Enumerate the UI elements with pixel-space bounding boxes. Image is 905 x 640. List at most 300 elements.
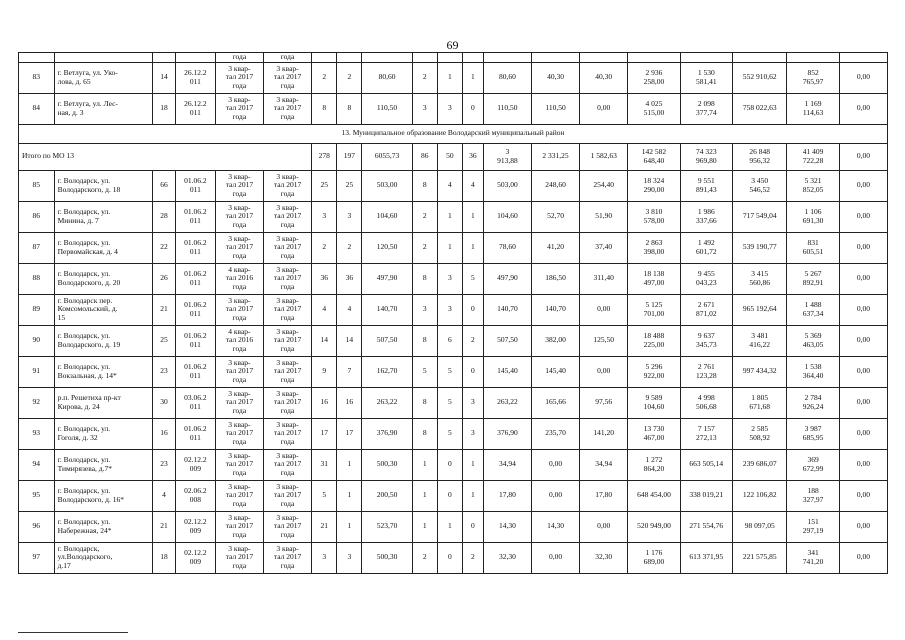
cell-c1: 14 [312, 325, 337, 356]
table-row [19, 418, 888, 449]
cell-q2: 3 квар- тал 2017 года [263, 511, 311, 542]
cell-r3: 5 [462, 263, 483, 294]
table-row [19, 294, 888, 325]
cell-s2: 9 637 345,73 [680, 325, 732, 356]
cell-addr: г. Володарск, ул. Тимирязева, д.7* [54, 449, 152, 480]
cell-r2: 4 [437, 170, 462, 201]
total-cell-s2: 74 323 969,80 [680, 143, 732, 170]
cell-a1: 14,30 [483, 511, 531, 542]
cell-q1: 3 квар- тал 2017 года [215, 418, 263, 449]
cell-a3: 51,90 [580, 201, 628, 232]
cell-c2: 1 [337, 449, 362, 480]
cell-s1: 3 810 578,00 [628, 201, 680, 232]
cell-a2: 248,60 [531, 170, 579, 201]
cell-year: 28 [153, 201, 176, 232]
cell-a2: 140,70 [531, 294, 579, 325]
cell-c1: 31 [312, 449, 337, 480]
cell-r3: 0 [462, 356, 483, 387]
cell-a3: 141,20 [580, 418, 628, 449]
cell-c1: 2 [312, 232, 337, 263]
cell-s2: 2 761 123,28 [680, 356, 732, 387]
cell-a1: 80,60 [483, 62, 531, 93]
header-fragment-cell: года [215, 53, 263, 63]
table-row [19, 449, 888, 480]
total-label: Итого по МО 13 [19, 143, 312, 170]
cell-r3: 2 [462, 542, 483, 573]
cell-r1: 5 [412, 356, 437, 387]
section-title: 13. Муниципальное образование Володарский муниципальный район [19, 124, 888, 143]
cell-q2: 3 квар- тал 2017 года [263, 325, 311, 356]
cell-addr: г. Ветлуга, ул. Лес- ная, д. 3 [54, 93, 152, 124]
cell-date: 02.12.2 009 [176, 449, 216, 480]
cell-c2: 2 [337, 232, 362, 263]
cell-a1: 263,22 [483, 387, 531, 418]
cell-r3: 0 [462, 511, 483, 542]
cell-s3: 2 585 508,92 [732, 418, 786, 449]
cell-addr: г. Володарск, ул. Набережная, 24* [54, 511, 152, 542]
header-fragment-row [19, 53, 888, 63]
cell-s5: 0,00 [839, 418, 887, 449]
cell-a1: 78,60 [483, 232, 531, 263]
cell-s4: 5 267 892,91 [787, 263, 839, 294]
cell-s2: 1 530 581,41 [680, 62, 732, 93]
cell-r1: 8 [412, 263, 437, 294]
cell-s5: 0,00 [839, 93, 887, 124]
cell-s2: 338 019,21 [680, 480, 732, 511]
cell-addr: г. Володарск, ул. Минина, д. 7 [54, 201, 152, 232]
cell-area: 376,90 [362, 418, 412, 449]
cell-a2: 40,30 [531, 62, 579, 93]
cell-a3: 0,00 [580, 356, 628, 387]
cell-q1: 3 квар- тал 2017 года [215, 542, 263, 573]
cell-q2: 3 квар- тал 2017 года [263, 542, 311, 573]
cell-date: 01.06.2 011 [176, 418, 216, 449]
cell-s3: 539 190,77 [732, 232, 786, 263]
table-row [19, 325, 888, 356]
cell-area: 140,70 [362, 294, 412, 325]
cell-addr: г. Володарск, ул. Вокзальная, д. 14* [54, 356, 152, 387]
cell-n: 87 [19, 232, 55, 263]
cell-q2: 3 квар- тал 2017 года [263, 387, 311, 418]
cell-q1: 3 квар- тал 2017 года [215, 232, 263, 263]
total-cell-a2: 2 331,25 [531, 143, 579, 170]
cell-year: 4 [153, 480, 176, 511]
cell-r1: 8 [412, 387, 437, 418]
cell-n: 96 [19, 511, 55, 542]
cell-r1: 2 [412, 201, 437, 232]
cell-a3: 0,00 [580, 511, 628, 542]
cell-r3: 0 [462, 294, 483, 325]
cell-r1: 1 [412, 449, 437, 480]
total-cell-a3: 1 582,63 [580, 143, 628, 170]
cell-a3: 0,00 [580, 93, 628, 124]
table-row [19, 201, 888, 232]
cell-s5: 0,00 [839, 356, 887, 387]
cell-c1: 4 [312, 294, 337, 325]
table-row [19, 511, 888, 542]
cell-date: 02.12.2 009 [176, 542, 216, 573]
cell-area: 162,70 [362, 356, 412, 387]
cell-year: 25 [153, 325, 176, 356]
cell-a2: 14,30 [531, 511, 579, 542]
cell-s5: 0,00 [839, 387, 887, 418]
cell-n: 95 [19, 480, 55, 511]
cell-s4: 3 987 685,95 [787, 418, 839, 449]
cell-q2: 3 квар- тал 2017 года [263, 170, 311, 201]
cell-r2: 1 [437, 201, 462, 232]
cell-area: 500,30 [362, 542, 412, 573]
cell-s3: 997 434,32 [732, 356, 786, 387]
cell-s5: 0,00 [839, 201, 887, 232]
cell-year: 30 [153, 387, 176, 418]
cell-r2: 1 [437, 62, 462, 93]
cell-r1: 8 [412, 418, 437, 449]
cell-year: 23 [153, 356, 176, 387]
header-fragment-cell: года [263, 53, 311, 63]
cell-q1: 3 квар- тал 2017 года [215, 62, 263, 93]
cell-r1: 1 [412, 511, 437, 542]
cell-q1: 3 квар- тал 2017 года [215, 356, 263, 387]
cell-a3: 254,40 [580, 170, 628, 201]
cell-a2: 382,00 [531, 325, 579, 356]
cell-s1: 9 589 104,60 [628, 387, 680, 418]
cell-s1: 5 125 701,00 [628, 294, 680, 325]
cell-a2: 110,50 [531, 93, 579, 124]
cell-s4: 1 538 364,40 [787, 356, 839, 387]
cell-year: 66 [153, 170, 176, 201]
cell-c2: 1 [337, 480, 362, 511]
cell-r3: 3 [462, 387, 483, 418]
cell-a2: 165,66 [531, 387, 579, 418]
cell-s3: 239 686,07 [732, 449, 786, 480]
cell-q1: 3 квар- тал 2017 года [215, 480, 263, 511]
cell-r3: 1 [462, 62, 483, 93]
cell-s5: 0,00 [839, 263, 887, 294]
cell-s2: 2 098 377,74 [680, 93, 732, 124]
cell-s1: 18 324 290,00 [628, 170, 680, 201]
cell-s4: 2 784 926,24 [787, 387, 839, 418]
cell-q1: 3 квар- тал 2017 года [215, 511, 263, 542]
total-cell-c2: 197 [337, 143, 362, 170]
cell-s2: 1 492 601,72 [680, 232, 732, 263]
cell-year: 23 [153, 449, 176, 480]
cell-s1: 13 730 467,00 [628, 418, 680, 449]
cell-r2: 1 [437, 232, 462, 263]
cell-a2: 186,50 [531, 263, 579, 294]
cell-c1: 36 [312, 263, 337, 294]
cell-a1: 140,70 [483, 294, 531, 325]
cell-r2: 0 [437, 542, 462, 573]
cell-s5: 0,00 [839, 294, 887, 325]
cell-a2: 0,00 [531, 480, 579, 511]
cell-a3: 0,00 [580, 294, 628, 325]
cell-date: 01.06.2 011 [176, 263, 216, 294]
cell-year: 21 [153, 294, 176, 325]
cell-q1: 3 квар- тал 2017 года [215, 201, 263, 232]
cell-addr: г. Ветлуга, ул. Уко- лова, д. 65 [54, 62, 152, 93]
cell-q2: 3 квар- тал 2017 года [263, 232, 311, 263]
cell-a1: 507,50 [483, 325, 531, 356]
cell-n: 91 [19, 356, 55, 387]
cell-q2: 3 квар- тал 2017 года [263, 62, 311, 93]
cell-s4: 188 327,97 [787, 480, 839, 511]
cell-r1: 2 [412, 62, 437, 93]
cell-date: 02.12.2 009 [176, 511, 216, 542]
cell-a1: 34,94 [483, 449, 531, 480]
section-row [19, 124, 888, 143]
cell-addr: г. Володарск пер. Комсомольский, д. 15 [54, 294, 152, 325]
cell-c1: 5 [312, 480, 337, 511]
cell-area: 523,70 [362, 511, 412, 542]
cell-s2: 1 986 337,66 [680, 201, 732, 232]
cell-a1: 145,40 [483, 356, 531, 387]
cell-a3: 97,56 [580, 387, 628, 418]
cell-n: 93 [19, 418, 55, 449]
cell-a3: 311,40 [580, 263, 628, 294]
cell-q2: 3 квар- тал 2017 года [263, 263, 311, 294]
cell-a2: 41,20 [531, 232, 579, 263]
cell-addr: г. Володарск, ул.Володарского, д.17 [54, 542, 152, 573]
cell-area: 507,50 [362, 325, 412, 356]
cell-q2: 3 квар- тал 2017 года [263, 93, 311, 124]
cell-area: 120,50 [362, 232, 412, 263]
cell-c2: 2 [337, 62, 362, 93]
cell-n: 90 [19, 325, 55, 356]
cell-c1: 16 [312, 387, 337, 418]
cell-s4: 1 488 637,34 [787, 294, 839, 325]
cell-r2: 3 [437, 294, 462, 325]
table-row [19, 480, 888, 511]
cell-r2: 6 [437, 325, 462, 356]
cell-s2: 7 157 272,13 [680, 418, 732, 449]
total-cell-r2: 50 [437, 143, 462, 170]
cell-a3: 17,80 [580, 480, 628, 511]
cell-date: 01.06.2 011 [176, 232, 216, 263]
cell-a2: 145,40 [531, 356, 579, 387]
cell-s3: 221 575,85 [732, 542, 786, 573]
cell-s3: 1 805 671,68 [732, 387, 786, 418]
cell-a1: 376,90 [483, 418, 531, 449]
cell-s1: 520 949,00 [628, 511, 680, 542]
cell-n: 97 [19, 542, 55, 573]
cell-n: 92 [19, 387, 55, 418]
cell-date: 01.06.2 011 [176, 201, 216, 232]
cell-a1: 110,50 [483, 93, 531, 124]
total-cell-a1: 3 913,88 [483, 143, 531, 170]
total-cell-s3: 26 848 956,32 [732, 143, 786, 170]
cell-r2: 5 [437, 418, 462, 449]
cell-s4: 5 321 852,05 [787, 170, 839, 201]
cell-year: 16 [153, 418, 176, 449]
cell-a1: 497,90 [483, 263, 531, 294]
cell-addr: г. Володарск, ул. Володарского, д. 18 [54, 170, 152, 201]
cell-c1: 9 [312, 356, 337, 387]
cell-s3: 965 192,64 [732, 294, 786, 325]
cell-r2: 3 [437, 93, 462, 124]
cell-area: 497,90 [362, 263, 412, 294]
cell-c2: 1 [337, 511, 362, 542]
cell-date: 01.06.2 011 [176, 170, 216, 201]
cell-s5: 0,00 [839, 449, 887, 480]
cell-s1: 2 936 258,00 [628, 62, 680, 93]
cell-s5: 0,00 [839, 232, 887, 263]
total-row [19, 143, 888, 170]
cell-area: 263,22 [362, 387, 412, 418]
table-row [19, 232, 888, 263]
cell-q1: 4 квар- тал 2016 года [215, 263, 263, 294]
cell-s3: 3 450 546,52 [732, 170, 786, 201]
total-cell-s5: 0,00 [839, 143, 887, 170]
cell-a1: 503,00 [483, 170, 531, 201]
cell-r1: 3 [412, 294, 437, 325]
cell-date: 26.12.2 011 [176, 62, 216, 93]
cell-s1: 2 863 398,00 [628, 232, 680, 263]
cell-r1: 2 [412, 232, 437, 263]
cell-c1: 17 [312, 418, 337, 449]
cell-s5: 0,00 [839, 62, 887, 93]
cell-s2: 663 505,14 [680, 449, 732, 480]
table-body [19, 53, 888, 574]
cell-a1: 17,80 [483, 480, 531, 511]
total-cell-r3: 36 [462, 143, 483, 170]
table-row [19, 542, 888, 573]
cell-c1: 8 [312, 93, 337, 124]
cell-addr: г. Володарск, ул. Володарского, д. 16* [54, 480, 152, 511]
total-cell-s4: 41 409 722,28 [787, 143, 839, 170]
cell-s2: 613 371,95 [680, 542, 732, 573]
cell-q2: 3 квар- тал 2017 года [263, 201, 311, 232]
cell-r1: 1 [412, 480, 437, 511]
cell-c2: 8 [337, 93, 362, 124]
cell-addr: г. Володарск, ул. Гоголя, д. 32 [54, 418, 152, 449]
cell-c1: 2 [312, 62, 337, 93]
cell-c1: 21 [312, 511, 337, 542]
cell-c2: 14 [337, 325, 362, 356]
cell-c1: 3 [312, 542, 337, 573]
cell-q2: 3 квар- тал 2017 года [263, 449, 311, 480]
cell-q2: 3 квар- тал 2017 года [263, 356, 311, 387]
cell-area: 503,00 [362, 170, 412, 201]
cell-date: 01.06.2 011 [176, 325, 216, 356]
cell-addr: г. Володарск, ул. Володарского, д. 19 [54, 325, 152, 356]
cell-r2: 1 [437, 511, 462, 542]
cell-a3: 40,30 [580, 62, 628, 93]
cell-s2: 4 998 506,68 [680, 387, 732, 418]
cell-r3: 4 [462, 170, 483, 201]
cell-r3: 1 [462, 201, 483, 232]
cell-n: 84 [19, 93, 55, 124]
cell-s5: 0,00 [839, 542, 887, 573]
cell-s4: 1 106 691,30 [787, 201, 839, 232]
cell-s1: 1 176 689,00 [628, 542, 680, 573]
cell-addr: р.п. Решетиха пр-кт Кирова, д. 24 [54, 387, 152, 418]
cell-s4: 852 765,97 [787, 62, 839, 93]
cell-year: 26 [153, 263, 176, 294]
cell-s3: 758 022,63 [732, 93, 786, 124]
cell-c2: 17 [337, 418, 362, 449]
cell-r1: 8 [412, 170, 437, 201]
cell-s4: 341 741,20 [787, 542, 839, 573]
cell-q1: 4 квар- тал 2016 года [215, 325, 263, 356]
cell-s3: 3 415 560,86 [732, 263, 786, 294]
cell-date: 26.12.2 011 [176, 93, 216, 124]
cell-date: 02.06.2 008 [176, 480, 216, 511]
cell-year: 18 [153, 542, 176, 573]
total-cell-s1: 142 582 648,40 [628, 143, 680, 170]
cell-area: 80,60 [362, 62, 412, 93]
page-number: 69 [446, 38, 459, 52]
cell-s1: 1 272 864,20 [628, 449, 680, 480]
cell-s2: 2 671 871,02 [680, 294, 732, 325]
cell-s1: 5 296 922,00 [628, 356, 680, 387]
cell-r3: 1 [462, 480, 483, 511]
cell-r3: 0 [462, 93, 483, 124]
cell-n: 89 [19, 294, 55, 325]
cell-year: 22 [153, 232, 176, 263]
cell-s4: 831 605,51 [787, 232, 839, 263]
cell-s1: 18 138 497,00 [628, 263, 680, 294]
cell-n: 94 [19, 449, 55, 480]
cell-s1: 648 454,00 [628, 480, 680, 511]
cell-q1: 3 квар- тал 2017 года [215, 170, 263, 201]
cell-s4: 5 369 463,05 [787, 325, 839, 356]
cell-area: 110,50 [362, 93, 412, 124]
cell-s5: 0,00 [839, 170, 887, 201]
cell-s5: 0,00 [839, 480, 887, 511]
cell-r3: 1 [462, 232, 483, 263]
cell-area: 104,60 [362, 201, 412, 232]
cell-s3: 3 481 416,22 [732, 325, 786, 356]
cell-r2: 5 [437, 356, 462, 387]
cell-s3: 98 097,05 [732, 511, 786, 542]
cell-q1: 3 квар- тал 2017 года [215, 93, 263, 124]
housing-program-table [18, 52, 888, 574]
cell-r3: 2 [462, 325, 483, 356]
cell-q2: 3 квар- тал 2017 года [263, 294, 311, 325]
cell-s4: 151 297,19 [787, 511, 839, 542]
total-cell-c1: 278 [312, 143, 337, 170]
table-row [19, 62, 888, 93]
footnote-divider [18, 632, 128, 633]
cell-a1: 32,30 [483, 542, 531, 573]
cell-a2: 52,70 [531, 201, 579, 232]
table-row [19, 263, 888, 294]
total-cell-area: 6055,73 [362, 143, 412, 170]
cell-year: 21 [153, 511, 176, 542]
cell-date: 01.06.2 011 [176, 356, 216, 387]
cell-s1: 4 025 515,00 [628, 93, 680, 124]
cell-area: 200,50 [362, 480, 412, 511]
cell-r2: 0 [437, 480, 462, 511]
cell-area: 500,30 [362, 449, 412, 480]
cell-s1: 18 488 225,00 [628, 325, 680, 356]
cell-a3: 125,50 [580, 325, 628, 356]
cell-r2: 5 [437, 387, 462, 418]
table-row [19, 93, 888, 124]
cell-date: 03.06.2 011 [176, 387, 216, 418]
cell-n: 86 [19, 201, 55, 232]
cell-s2: 271 554,76 [680, 511, 732, 542]
cell-c2: 36 [337, 263, 362, 294]
cell-c2: 4 [337, 294, 362, 325]
cell-n: 88 [19, 263, 55, 294]
table-row [19, 356, 888, 387]
cell-c1: 25 [312, 170, 337, 201]
cell-c2: 3 [337, 201, 362, 232]
cell-q1: 3 квар- тал 2017 года [215, 387, 263, 418]
cell-a3: 34,94 [580, 449, 628, 480]
table-row [19, 170, 888, 201]
